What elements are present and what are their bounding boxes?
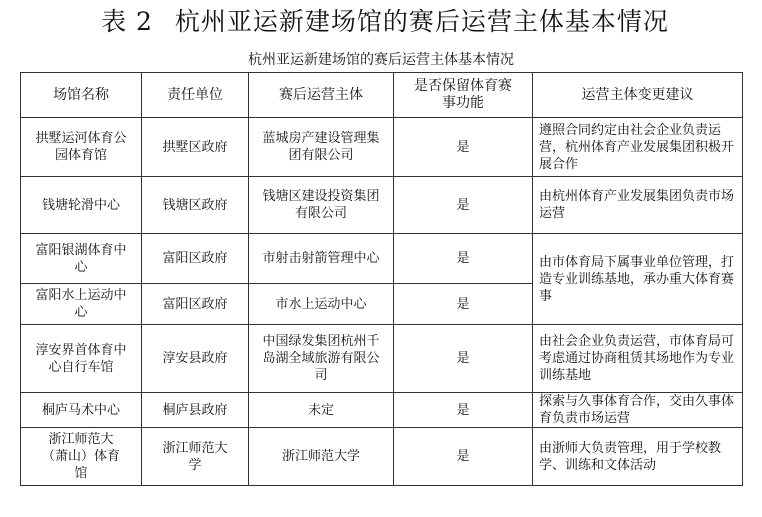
retain-cell: 是 <box>394 325 533 393</box>
venue-cell <box>21 325 142 393</box>
table-row <box>21 118 743 177</box>
header-venue: 场馆名称 <box>21 73 142 118</box>
title-number: 表 2 <box>101 7 153 36</box>
unit-cell: 桐庐县政府 <box>142 393 249 428</box>
suggestion-cell: 由浙师大负责管理，用于学校教学、训练和文体活动 <box>533 428 743 486</box>
operator-cell <box>249 177 394 234</box>
header-retain <box>394 73 533 118</box>
title-text: 杭州亚运新建场馆的赛后运营主体基本情况 <box>174 7 669 36</box>
venue-name: 浙江师范大（萧山）体育馆 <box>41 432 120 481</box>
unit-cell <box>142 428 249 486</box>
venue-cell <box>21 428 142 486</box>
suggestion-cell: 由杭州体育产业发展集团负责市场运营 <box>533 177 743 234</box>
unit-cell: 富阳区政府 <box>142 284 249 325</box>
retain-cell: 是 <box>394 284 533 325</box>
venue-cell <box>21 284 142 325</box>
venue-cell <box>21 118 142 177</box>
document-title <box>0 2 762 38</box>
suggestion-cell-merged: 由市体育局下属事业单位管理，打造专业训练基地，承办重大体育赛事 <box>533 234 743 325</box>
header-retain-text: 是否保留体育赛事功能 <box>414 78 512 111</box>
retain-cell: 是 <box>394 177 533 234</box>
operator-name: 钱塘区建设投资集团有限公司 <box>262 189 380 221</box>
header-unit: 责任单位 <box>142 73 249 118</box>
retain-cell: 是 <box>394 118 533 177</box>
venue-cell: 钱塘轮滑中心 <box>21 177 142 234</box>
table-row <box>21 234 743 284</box>
venues-table <box>20 72 743 486</box>
operator-cell: 浙江师范大学 <box>249 428 394 486</box>
table-row <box>21 325 743 393</box>
unit-name: 浙江师范大学 <box>162 440 228 473</box>
operator-cell: 未定 <box>249 393 394 428</box>
venue-name: 富阳银湖体育中心 <box>35 242 127 275</box>
table-row <box>21 393 743 428</box>
venue-name: 淳安界首体育中心自行车馆 <box>35 342 127 375</box>
operator-name: 市射击射箭管理中心 <box>262 251 380 266</box>
operator-cell: 市水上运动中心 <box>249 284 394 325</box>
table-row <box>21 177 743 234</box>
venue-name: 拱墅运河体育公园体育馆 <box>35 131 127 163</box>
table-header-row <box>21 73 743 118</box>
unit-cell: 富阳区政府 <box>142 234 249 284</box>
retain-cell: 是 <box>394 393 533 428</box>
suggestion-cell: 探索与久事体育合作，交由久事体育负责市场运营 <box>533 393 743 428</box>
table-caption: 杭州亚运新建场馆的赛后运营主体基本情况 <box>248 52 514 68</box>
retain-cell: 是 <box>394 428 533 486</box>
venue-cell <box>21 234 142 284</box>
unit-cell: 拱墅区政府 <box>142 118 249 177</box>
header-suggestion: 运营主体变更建议 <box>533 73 743 118</box>
unit-cell: 钱塘区政府 <box>142 177 249 234</box>
venue-cell: 桐庐马术中心 <box>21 393 142 428</box>
header-operator: 赛后运营主体 <box>249 73 394 118</box>
operator-cell <box>249 325 394 393</box>
retain-cell: 是 <box>394 234 533 284</box>
suggestion-cell: 遵照合同约定由社会企业负责运营，杭州体育产业发展集团积极开展合作 <box>533 118 743 177</box>
unit-cell: 淳安县政府 <box>142 325 249 393</box>
operator-cell <box>249 118 394 177</box>
operator-cell <box>249 234 394 284</box>
operator-name: 中国绿发集团杭州千岛湖全域旅游有限公司 <box>262 334 380 383</box>
suggestion-cell: 由社会企业负责运营，市体育局可考虑通过协商租赁其场地作为专业训练基地 <box>533 325 743 393</box>
venue-name: 富阳水上运动中心 <box>35 288 127 320</box>
table-row <box>21 428 743 486</box>
operator-name: 蓝城房产建设管理集团有限公司 <box>262 131 380 163</box>
